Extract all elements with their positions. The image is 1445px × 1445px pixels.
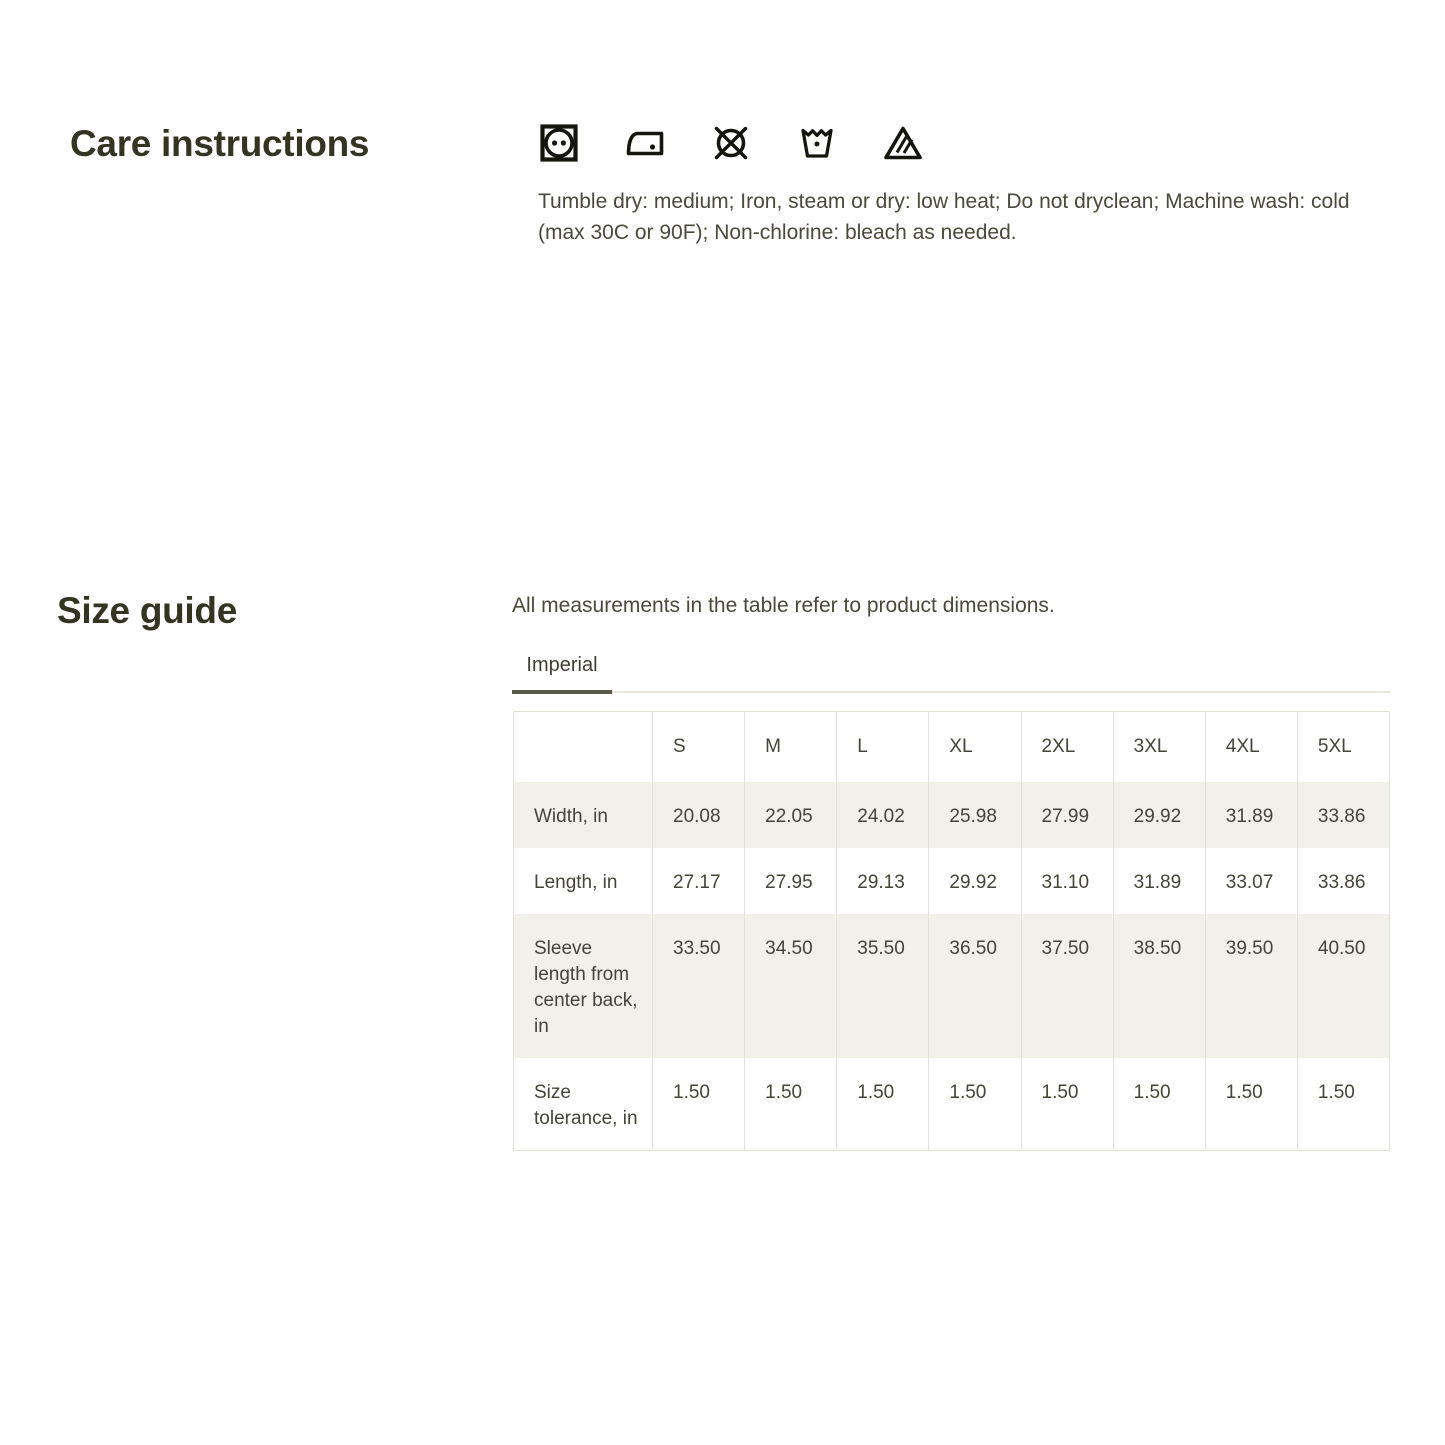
size-value-cell: 25.98 bbox=[929, 782, 1021, 848]
size-value-cell: 31.89 bbox=[1113, 848, 1205, 914]
iron-low-heat-icon bbox=[624, 119, 666, 167]
size-guide-table bbox=[513, 711, 1390, 1151]
size-value-cell: 1.50 bbox=[1021, 1058, 1113, 1151]
size-value-cell: 38.50 bbox=[1113, 914, 1205, 1058]
size-table-row bbox=[514, 914, 1390, 1058]
size-value-cell: 1.50 bbox=[1297, 1058, 1389, 1151]
size-value-cell: 27.17 bbox=[653, 848, 745, 914]
size-value-cell: 29.92 bbox=[1113, 782, 1205, 848]
size-value-cell: 33.86 bbox=[1297, 782, 1389, 848]
size-value-cell: 29.92 bbox=[929, 848, 1021, 914]
size-guide-title: Size guide bbox=[57, 590, 237, 631]
size-value-cell: 29.13 bbox=[837, 848, 929, 914]
size-col-header: 5XL bbox=[1297, 712, 1389, 782]
size-table-row bbox=[514, 1058, 1390, 1151]
size-value-cell: 1.50 bbox=[745, 1058, 837, 1151]
size-col-header: M bbox=[745, 712, 837, 782]
size-col-header: 3XL bbox=[1113, 712, 1205, 782]
tumble-dry-medium-icon bbox=[538, 119, 580, 167]
size-value-cell: 31.89 bbox=[1205, 782, 1297, 848]
size-table-corner-cell bbox=[514, 712, 653, 782]
size-value-cell: 1.50 bbox=[1113, 1058, 1205, 1151]
do-not-dryclean-icon bbox=[710, 119, 752, 167]
size-value-cell: 40.50 bbox=[1297, 914, 1389, 1058]
size-row-label: Sleeve length from center back, in bbox=[514, 914, 653, 1058]
size-value-cell: 31.10 bbox=[1021, 848, 1113, 914]
size-table-row bbox=[514, 848, 1390, 914]
non-chlorine-bleach-icon bbox=[882, 119, 924, 167]
machine-wash-cold-icon bbox=[796, 119, 838, 167]
tab-imperial[interactable]: Imperial bbox=[512, 650, 612, 691]
care-icons-row bbox=[538, 119, 924, 167]
size-col-header: 4XL bbox=[1205, 712, 1297, 782]
care-instructions-text: Tumble dry: medium; Iron, steam or dry: low heat; Do not dryclean; Machine wash: cold (max 30C or 90F); Non-chlorine: bleach as needed. bbox=[538, 190, 1350, 244]
size-value-cell: 20.08 bbox=[653, 782, 745, 848]
size-col-header: XL bbox=[929, 712, 1021, 782]
size-col-header: S bbox=[653, 712, 745, 782]
size-table-header-row bbox=[514, 712, 1390, 782]
size-col-header: L bbox=[837, 712, 929, 782]
size-col-header: 2XL bbox=[1021, 712, 1113, 782]
size-value-cell: 1.50 bbox=[1205, 1058, 1297, 1151]
size-value-cell: 33.50 bbox=[653, 914, 745, 1058]
size-row-label: Size tolerance, in bbox=[514, 1058, 653, 1151]
size-row-label: Width, in bbox=[514, 782, 653, 848]
size-guide-note: All measurements in the table refer to product dimensions. bbox=[512, 594, 1055, 617]
size-value-cell: 39.50 bbox=[1205, 914, 1297, 1058]
size-row-label: Length, in bbox=[514, 848, 653, 914]
size-value-cell: 1.50 bbox=[929, 1058, 1021, 1151]
size-value-cell: 24.02 bbox=[837, 782, 929, 848]
size-value-cell: 27.95 bbox=[745, 848, 837, 914]
size-value-cell: 35.50 bbox=[837, 914, 929, 1058]
size-value-cell: 33.86 bbox=[1297, 848, 1389, 914]
size-value-cell: 22.05 bbox=[745, 782, 837, 848]
size-value-cell: 27.99 bbox=[1021, 782, 1113, 848]
size-table-row bbox=[514, 782, 1390, 848]
size-value-cell: 1.50 bbox=[653, 1058, 745, 1151]
size-value-cell: 34.50 bbox=[745, 914, 837, 1058]
size-value-cell: 37.50 bbox=[1021, 914, 1113, 1058]
size-value-cell: 33.07 bbox=[1205, 848, 1297, 914]
size-value-cell: 36.50 bbox=[929, 914, 1021, 1058]
care-instructions-title: Care instructions bbox=[70, 123, 370, 164]
unit-tabs bbox=[512, 650, 1390, 693]
size-value-cell: 1.50 bbox=[837, 1058, 929, 1151]
